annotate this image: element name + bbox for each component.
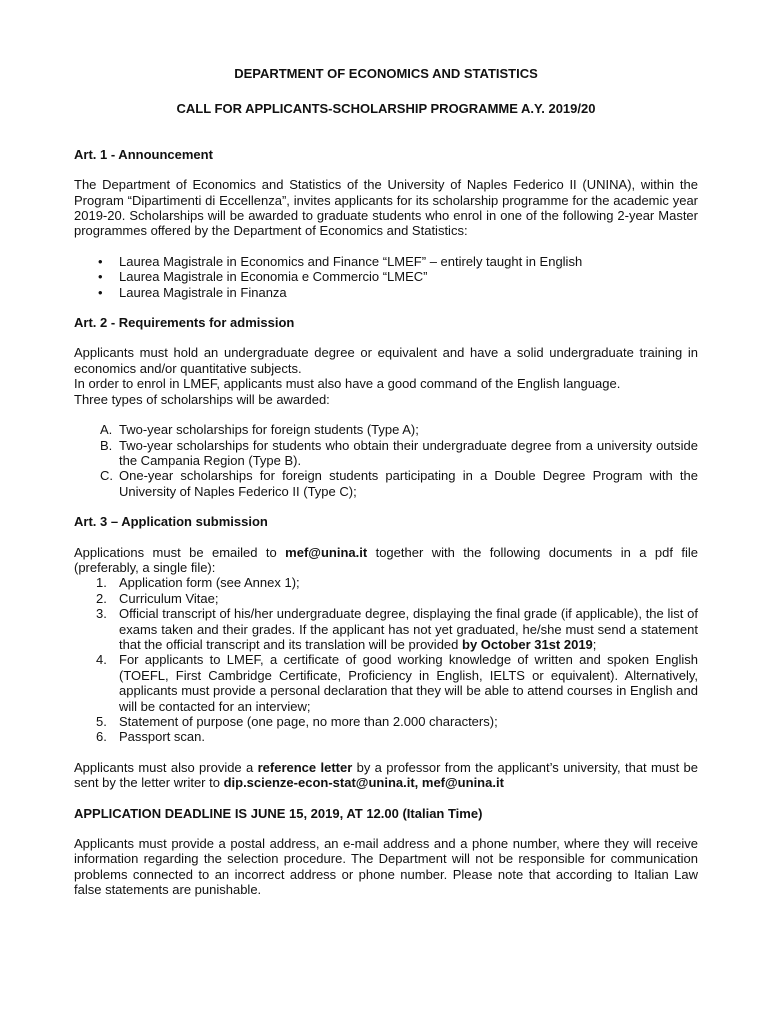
list-item	[74, 269, 698, 284]
type-a-text: Two-year scholarships for foreign students (Type A);	[119, 422, 419, 438]
bullet-icon: •	[98, 284, 103, 300]
closing-paragraph: Applicants must provide a postal address, an e-mail address and a phone number, where they will receive information regarding the selection procedure. The Department will not be responsible for communication problems connected to an incorrect address or phone number. Please note that according to Italian Law false statements are punishable.	[74, 836, 698, 898]
art3-intro-pre: Applications must be emailed to	[74, 544, 286, 560]
list-marker: 2.	[96, 590, 107, 606]
list-marker: 3.	[96, 606, 107, 622]
art3-title: Art. 3 – Application submission	[74, 514, 268, 530]
bullet-icon: •	[98, 269, 103, 285]
reference-emails-link[interactable]: dip.scienze-econ-stat@unina.it, mef@unina.it	[223, 775, 504, 791]
document-item-text: Application form (see Annex 1);	[119, 575, 300, 591]
application-deadline: APPLICATION DEADLINE IS JUNE 15, 2019, AT 12.00 (Italian Time)	[74, 805, 483, 821]
list-item	[74, 422, 698, 437]
reference-letter-paragraph	[74, 760, 698, 791]
art1-body: The Department of Economics and Statistics of the University of Naples Federico II (UNINA), within the Program “Dipartimenti di Eccellenza”, invites applicants for its scholarship programme for the academic year 2019-20. Scholarships will be awarded to graduate students who enrol in one of the following 2-year Master programmes offered by the Department of Economics and Statistics:	[74, 177, 698, 239]
list-item	[74, 591, 698, 606]
type-c-text: One-year scholarships for foreign students participating in a Double Degree Program with the University of Naples Federico II (Type C);	[119, 468, 698, 499]
documents-list	[74, 575, 698, 744]
list-marker: 5.	[96, 714, 107, 729]
document-body	[74, 66, 698, 898]
document-item-text: Official transcript of his/her undergraduate degree, displaying the final grade (if applicable), the list of exams taken and their grades. If the applicant has not yet graduated, he/she must send a statement that the official transcript and its translation will be provided	[119, 606, 698, 652]
art2-line1: Applicants must hold an undergraduate degree or equivalent and have a solid undergraduate training in economics and/or quantitative subjects.	[74, 345, 698, 376]
document-item-text: Statement of purpose (one page, no more than 2.000 characters);	[119, 714, 498, 729]
department-heading: DEPARTMENT OF ECONOMICS AND STATISTICS	[234, 66, 538, 81]
list-marker: A.	[100, 422, 113, 438]
art3-intro-post: together with the following documents in a pdf file (preferably, a single file):	[74, 544, 698, 575]
list-item	[74, 254, 698, 269]
document-item-text: For applicants to LMEF, a certificate of good working knowledge of written and spoken English (TOEFL, First Cambridge Certificate, Proficiency in English, IELTS or equivalent). Alternatively, applicants must provide a personal declaration that they will be able to attend courses in English and will be contacted for an interview;	[119, 652, 698, 714]
scholarship-types-list	[74, 422, 698, 499]
document-item-text: Passport scan.	[119, 729, 205, 745]
list-item	[74, 606, 698, 652]
art3-intro	[74, 545, 698, 576]
list-item	[74, 729, 698, 744]
ref-pre: Applicants must also provide a	[74, 759, 258, 775]
programme-lmef: Laurea Magistrale in Economics and Finance “LMEF” – entirely taught in English	[119, 253, 583, 269]
bullet-icon: •	[98, 253, 103, 269]
list-item	[74, 285, 698, 300]
art2-title: Art. 2 - Requirements for admission	[74, 315, 295, 331]
transcript-deadline: by October 31st 2019	[462, 636, 593, 652]
list-marker: 1.	[96, 575, 107, 591]
document-item-tail: ;	[592, 636, 597, 652]
list-marker: 6.	[96, 729, 107, 745]
list-item	[74, 652, 698, 714]
reference-letter-term: reference letter	[257, 759, 353, 775]
type-b-text: Two-year scholarships for students who obtain their undergraduate degree from a university outside the Campania Region (Type B).	[119, 437, 698, 468]
list-marker: C.	[100, 468, 113, 484]
list-marker: B.	[100, 437, 113, 453]
list-item	[74, 575, 698, 590]
art2-line3: Three types of scholarships will be awarded:	[74, 391, 330, 407]
art2-line2: In order to enrol in LMEF, applicants must also have a good command of the English language.	[74, 376, 621, 392]
programme-list	[74, 254, 698, 300]
list-item	[74, 438, 698, 469]
list-item	[74, 714, 698, 729]
art2-requirements	[74, 345, 698, 407]
art1-title: Art. 1 - Announcement	[74, 146, 213, 162]
call-heading: CALL FOR APPLICANTS-SCHOLARSHIP PROGRAMME A.Y. 2019/20	[176, 101, 596, 117]
list-item	[74, 468, 698, 499]
ref-mid: by a professor from the applicant’s university, that must be sent by the letter writer to	[74, 759, 698, 791]
submission-email-link[interactable]: mef@unina.it	[285, 544, 368, 560]
list-marker: 4.	[96, 652, 107, 668]
programme-finanza: Laurea Magistrale in Finanza	[119, 284, 287, 300]
programme-lmec: Laurea Magistrale in Economia e Commercio “LMEC”	[119, 269, 428, 285]
document-item-text: Curriculum Vitae;	[119, 590, 219, 606]
